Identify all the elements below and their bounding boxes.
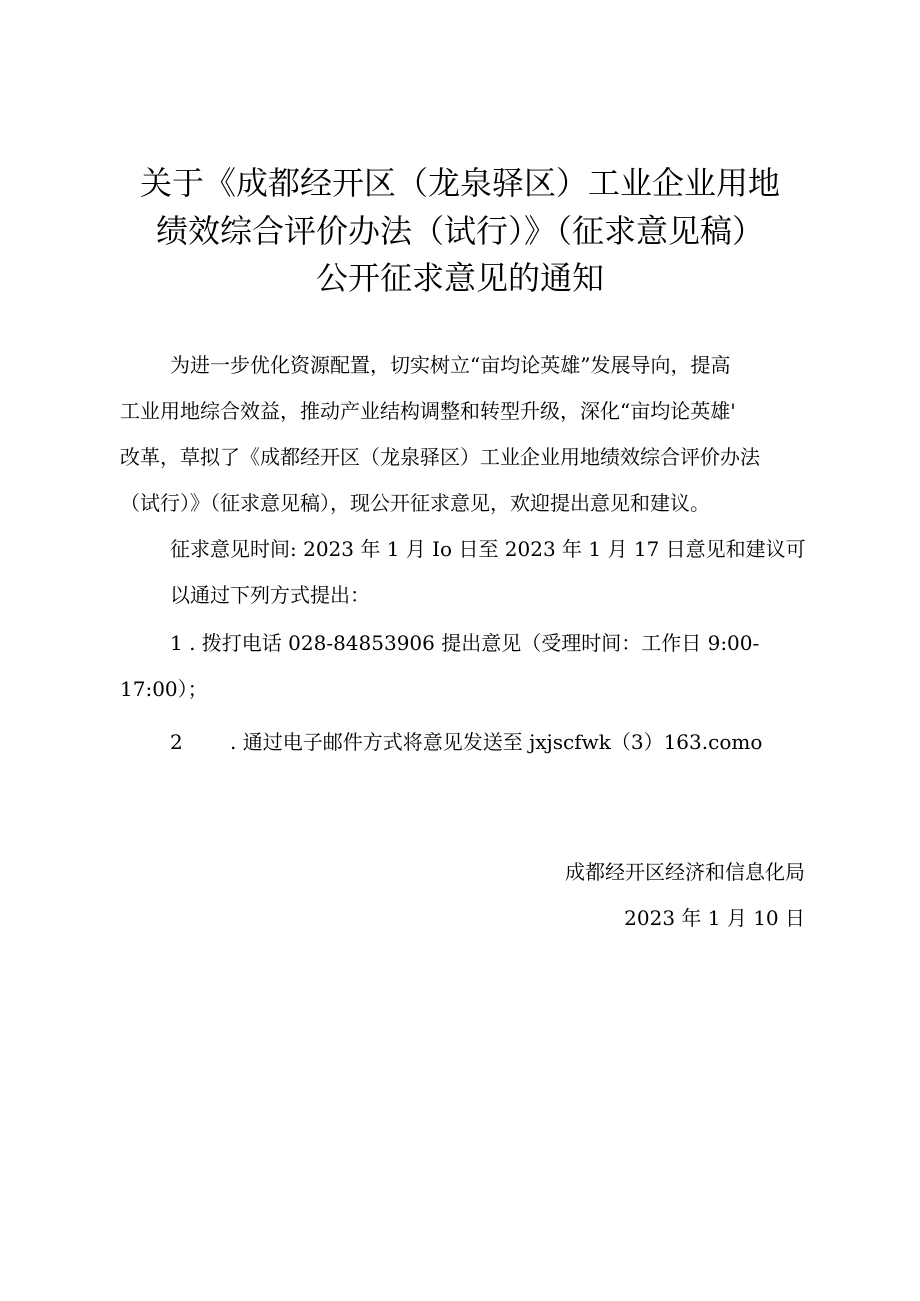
paragraph-2-line-2: 以通过下列方式提出： [170,583,370,607]
list-item-2-number: 2 [170,730,183,754]
title-line-2: 绩效综合评价办法（试行）》（征求意见稿） [155,212,764,250]
title-line-3: 公开征求意见的通知 [315,259,604,297]
paragraph-1-line-1: 为进一步优化资源配置，切实树立“亩均论英雄”发展导向，提高 [170,353,731,377]
paragraph-1-line-4: （试行）》（征求意见稿），现公开征求意见，欢迎提出意见和建议。 [120,491,710,515]
paragraph-1-line-3: 改革，草拟了《成都经开区（龙泉驿区）工业企业用地绩效综合评价办法 [120,445,760,469]
paragraph-1-line-2: 工业用地综合效益，推动产业结构调整和转型升级，深化“亩均论英雄' [120,399,736,423]
issuer-name: 成都经开区经济和信息化局 [565,860,805,884]
issue-date: 2023 年 1 月 10 日 [624,906,805,930]
title-line-1: 关于《成都经开区（龙泉驿区）工业企业用地 [139,164,780,202]
list-item-1-line-1: 1 . 拨打电话 028-84853906 提出意见（受理时间：工作日 9:00- [170,631,760,655]
list-item-1-line-2: 17:00）； [120,677,208,701]
list-item-2-text: . 通过电子邮件方式将意见发送至 jxjscfwk（3）163.como [230,730,763,754]
paragraph-2-line-1: 征求意见时间: 2023 年 1 月 Io 日至 2023 年 1 月 17 日意见和建议可 [170,537,806,561]
